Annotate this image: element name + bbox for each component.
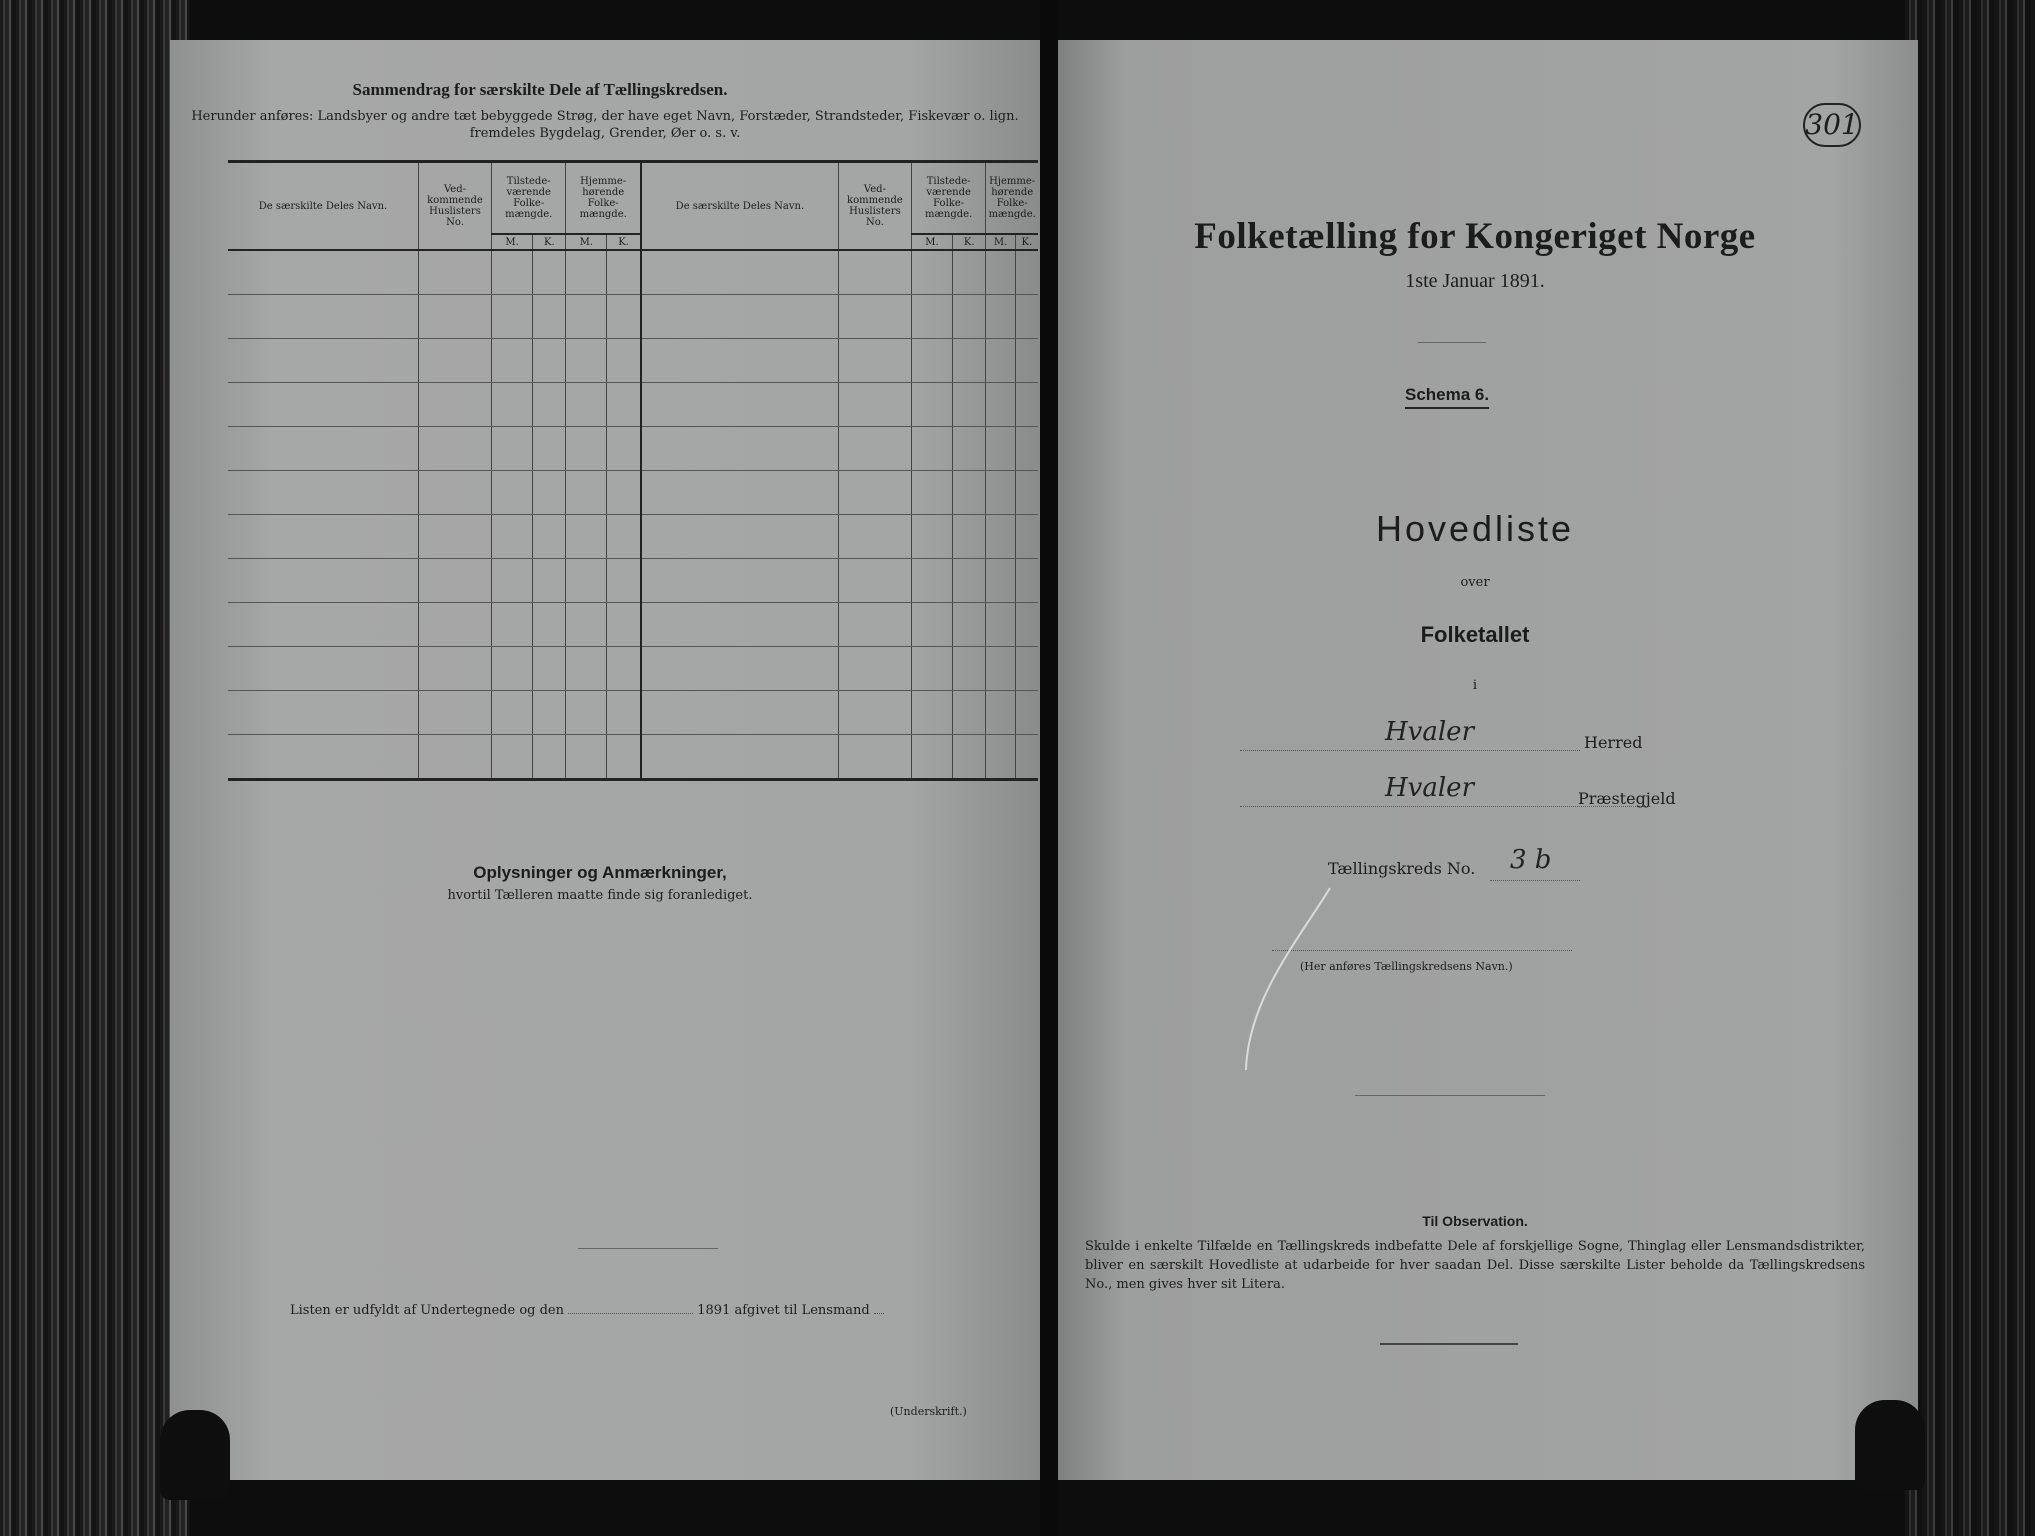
summary-subtitle-line1: Herunder anføres: Landsbyer og andre tæt bebyggede Strøg, der have eget Navn, Forstæder, Strandsteder, Fiskevær o. lign.: [191, 109, 1019, 124]
divider: [1380, 1343, 1518, 1345]
m-label: M.: [566, 234, 607, 250]
over-label: over: [1460, 575, 1490, 590]
census-date: 1ste Januar 1891.: [1405, 270, 1545, 292]
summary-table: [228, 160, 1038, 781]
col-tilstede-header-2: Tilstede-værende Folke-mængde.: [911, 162, 985, 235]
kreds-value: 3 b: [1510, 845, 1552, 875]
m-label: M.: [986, 234, 1015, 250]
col-hus-header: Ved-kommende Huslisters No.: [419, 162, 492, 251]
schema-label: Schema 6.: [1405, 385, 1489, 409]
kreds-label: Tællingskreds No.: [1328, 859, 1476, 878]
table-row: [228, 603, 1038, 647]
prestegjeld-label: Præstegjeld: [1578, 789, 1676, 808]
i-label: i: [1472, 678, 1478, 693]
summary-title: Sammendrag for særskilte Dele af Tællingskredsen.: [352, 80, 728, 99]
remarks-title: Oplysninger og Anmærkninger,: [473, 863, 727, 882]
table-row: [228, 427, 1038, 471]
col-name-header: De særskilte Deles Navn.: [228, 162, 419, 251]
divider: [1355, 1095, 1545, 1096]
col-name-header-2: De særskilte Deles Navn.: [641, 162, 839, 251]
k-label: K.: [533, 234, 566, 250]
k-label: K.: [953, 234, 986, 250]
footer-line: [290, 1303, 890, 1318]
m-label: M.: [492, 234, 533, 250]
book-edge-right: [1905, 0, 2035, 1536]
date-blank: [568, 1313, 693, 1314]
main-title: Folketælling for Kongeriget Norge: [1194, 216, 1756, 257]
prestegjeld-value: Hvaler: [1385, 773, 1474, 803]
observation-text: Skulde i enkelte Tilfælde en Tællingskreds indbefatte Dele af forskjellige Sogne, Thinglag eller Lensmandsdistrikter, bliver en særskilt Hovedliste at udarbeide for hver saadan Del. Disse særskilte Lister beholde da Tællingskredsens No., men gives hver sit Litera.: [1085, 1239, 1865, 1292]
table-row: [228, 471, 1038, 515]
table-row: [228, 295, 1038, 339]
table-row: [228, 383, 1038, 427]
col-hjemme-header-2: Hjemme-hørende Folke-mængde.: [986, 162, 1038, 235]
table-row: [228, 559, 1038, 603]
remarks-subtitle: hvortil Tælleren maatte finde sig foranlediget.: [447, 888, 753, 903]
divider: [578, 1248, 718, 1249]
col-hjemme-header: Hjemme-hørende Folke-mængde.: [566, 162, 641, 235]
table-row: [228, 339, 1038, 383]
signature-label: (Underskrift.): [890, 1405, 967, 1418]
table-row: [228, 515, 1038, 559]
thumb-left: [160, 1410, 230, 1500]
divider: [1418, 342, 1486, 343]
summary-subtitle-line2: fremdeles Bygdelag, Grender, Øer o. s. v.: [469, 126, 741, 141]
k-label: K.: [1015, 234, 1038, 250]
k-label: K.: [607, 234, 641, 250]
gutter: [1040, 0, 1058, 1536]
kreds-note: (Her anføres Tællingskredsens Navn.): [1300, 960, 1513, 973]
kreds-line: [1490, 880, 1580, 881]
footer-text-a: Listen er udfyldt af Undertegnede og den: [290, 1303, 564, 1318]
col-hus-header-2: Ved-kommende Huslisters No.: [838, 162, 911, 251]
footer-text-b: 1891 afgivet til Lensmand: [697, 1303, 870, 1318]
lensmand-blank: [874, 1313, 884, 1314]
herred-value: Hvaler: [1385, 717, 1474, 747]
pencil-stroke: [1238, 880, 1338, 1080]
table-row: [228, 735, 1038, 780]
col-tilstede-header: Tilstede-værende Folke-mængde.: [492, 162, 566, 235]
subject-label: Folketallet: [1420, 622, 1530, 647]
m-label: M.: [911, 234, 952, 250]
table-row: [228, 647, 1038, 691]
herred-line: [1240, 750, 1580, 751]
herred-label: Herred: [1584, 733, 1643, 752]
summary-subtitle: [175, 108, 1035, 142]
heading-hovedliste: Hovedliste: [1375, 508, 1575, 549]
thumb-right: [1855, 1400, 1925, 1490]
page-number-stamp: 301: [1803, 103, 1861, 147]
observation-title: Til Observation.: [1422, 1213, 1528, 1229]
table-row: [228, 691, 1038, 735]
book-edge-left: [0, 0, 190, 1536]
table-row: [228, 250, 1038, 295]
